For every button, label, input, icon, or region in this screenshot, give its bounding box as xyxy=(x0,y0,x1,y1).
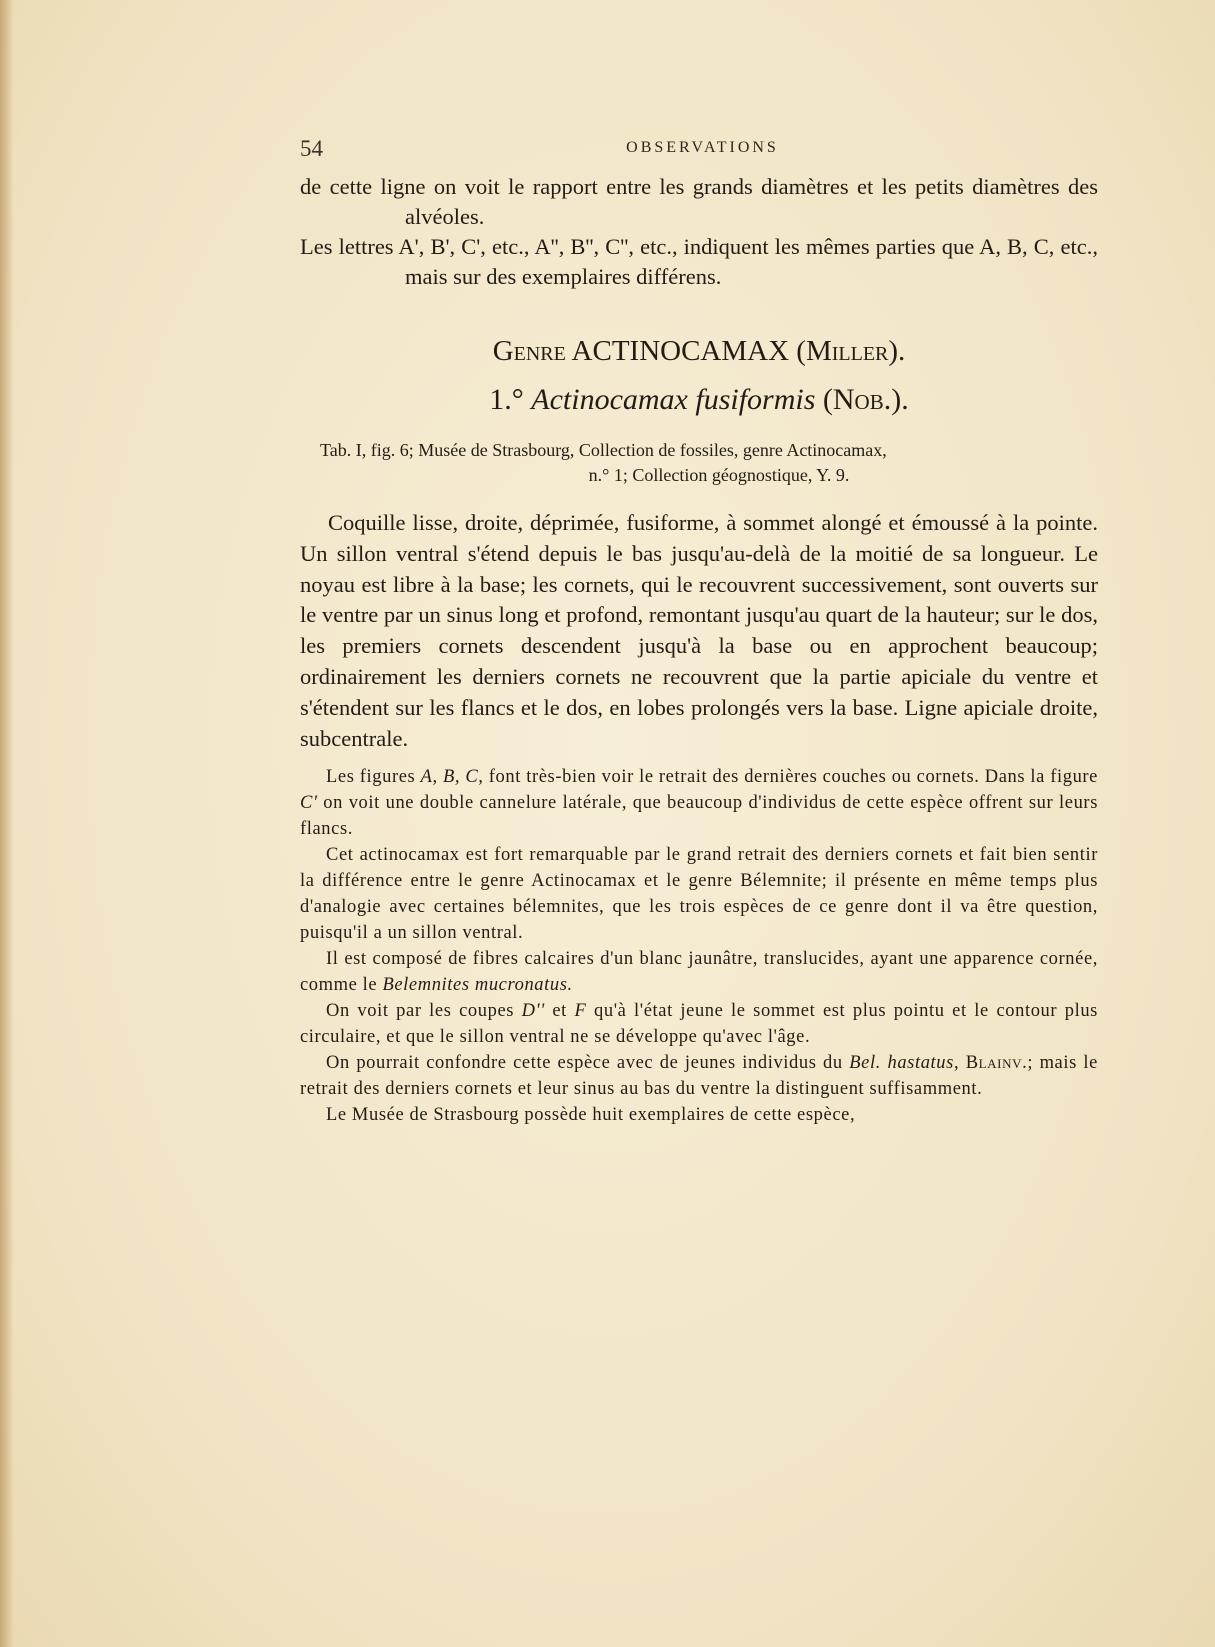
note-confusion-species: Bel. hastatus xyxy=(849,1053,954,1074)
species-author: (Nob.). xyxy=(822,383,909,416)
page-number: 54 xyxy=(300,136,323,161)
note-composition xyxy=(300,946,1098,998)
running-head xyxy=(300,136,1105,166)
note-remarkable: Cet actinocamax est fort remarquable par le grand retrait des derniers cornets et fait bien sentir la différence entre le genre Actinocamax et le genre Bélemnite; il présente en même temps plus d'analogie avec certaines bélemnites, que les trois espèces de ce genre dont il va être question, puisqu'il a un sillon ventral. xyxy=(300,845,1098,944)
intro-paragraph-1 xyxy=(300,172,1098,232)
note-museum: Le Musée de Strasbourg possède huit exemplaires de cette espèce, xyxy=(326,1105,856,1126)
genus-name: ACTINOCAMAX xyxy=(571,335,790,367)
page-gutter-shadow xyxy=(0,0,14,1647)
note-composition-text: Il est composé de fibres calcaires d'un blanc jaunâtre, translucides, ayant une apparence cornée, comme le xyxy=(300,949,1098,996)
note-confusion-author: Blainv. xyxy=(965,1053,1028,1074)
note-sections-letter-f: F xyxy=(574,1001,587,1022)
species-number: 1.° xyxy=(489,383,524,416)
genus-heading xyxy=(300,332,1098,370)
species-heading xyxy=(300,380,1098,420)
note-sections-text-c: et xyxy=(552,1001,567,1022)
note-figures-text-e: on voit une double cannelure latérale, que beaucoup d'individus de cette espèce offrent sur leurs flancs. xyxy=(300,793,1098,840)
note-confusion-text-a: On pourrait confondre cette espèce avec de jeunes individus du xyxy=(326,1053,843,1074)
intro-line-2: Les lettres A', B', C', etc., A'', B'', C'', etc., indiquent les mêmes parties que A, B, C, etc., mais sur des exemplaires différens. xyxy=(300,234,1098,289)
note-sections xyxy=(300,998,1098,1050)
note-composition-species: Belemnites mucronatus. xyxy=(382,975,573,996)
note-confusion xyxy=(300,1050,1098,1102)
note-figures-text-a: Les figures xyxy=(326,767,416,788)
species-name: Actinocamax fusiformis xyxy=(531,383,816,416)
intro-paragraph-2 xyxy=(300,232,1098,292)
note-figures-letters: A, B, C, xyxy=(420,767,484,788)
running-title: OBSERVATIONS xyxy=(626,139,779,156)
note-sections-text-a: On voit par les coupes xyxy=(326,1001,515,1022)
note-sections-text-e: qu'à l'état jeune le sommet est plus pointu et le contour plus circulaire, et que le sillon ventral ne se développe qu'avec l'âge. xyxy=(300,1001,1098,1048)
species-description: Coquille lisse, droite, déprimée, fusiforme, à sommet alongé et émoussé à la pointe. Un sillon ventral s'étend depuis le bas jusqu'au-delà de la moitié de sa longueur. Le noyau est libre à la base; les cornets, qui le recouvrent successivement, sont ouverts sur le ventre par un sinus long et profond, remontant jusqu'au quart de la hauteur; sur le dos, les premiers cornets descendent jusqu'à la base ou en approchent beaucoup; ordinairement les derniers cornets ne recouvrent que la partie apiciale du ventre et s'étendent sur les flancs et le dos, en lobes prolongés vers la base. Ligne apiciale droite, subcentrale. xyxy=(300,510,1098,751)
note-figures-letter-c-prime: C' xyxy=(300,793,318,814)
reference-line-2: n.° 1; Collection géognostique, Y. 9. xyxy=(588,465,850,485)
intro-line-1: de cette ligne on voit le rapport entre les grands diamètres et les petits diamètres des alvéoles. xyxy=(300,174,1098,229)
note-figures-text-c: font très-bien voir le retrait des dernières couches ou cornets. Dans la figure xyxy=(488,767,1098,788)
note-confusion-text-e: ; mais le retrait des derniers cornets et leur sinus au bas du ventre la distinguent suffisamment. xyxy=(300,1053,1098,1100)
note-figures xyxy=(300,764,1098,842)
page-body xyxy=(300,172,1098,1128)
genus-prefix: Genre xyxy=(492,335,566,367)
note-sections-letter-d: D'' xyxy=(521,1001,545,1022)
reference-line-1: Tab. I, fig. 6; Musée de Strasbourg, Collection de fossiles, genre Actinocamax, xyxy=(320,440,887,460)
note-confusion-comma: , xyxy=(953,1053,960,1074)
genus-author: (Miller). xyxy=(796,335,906,367)
